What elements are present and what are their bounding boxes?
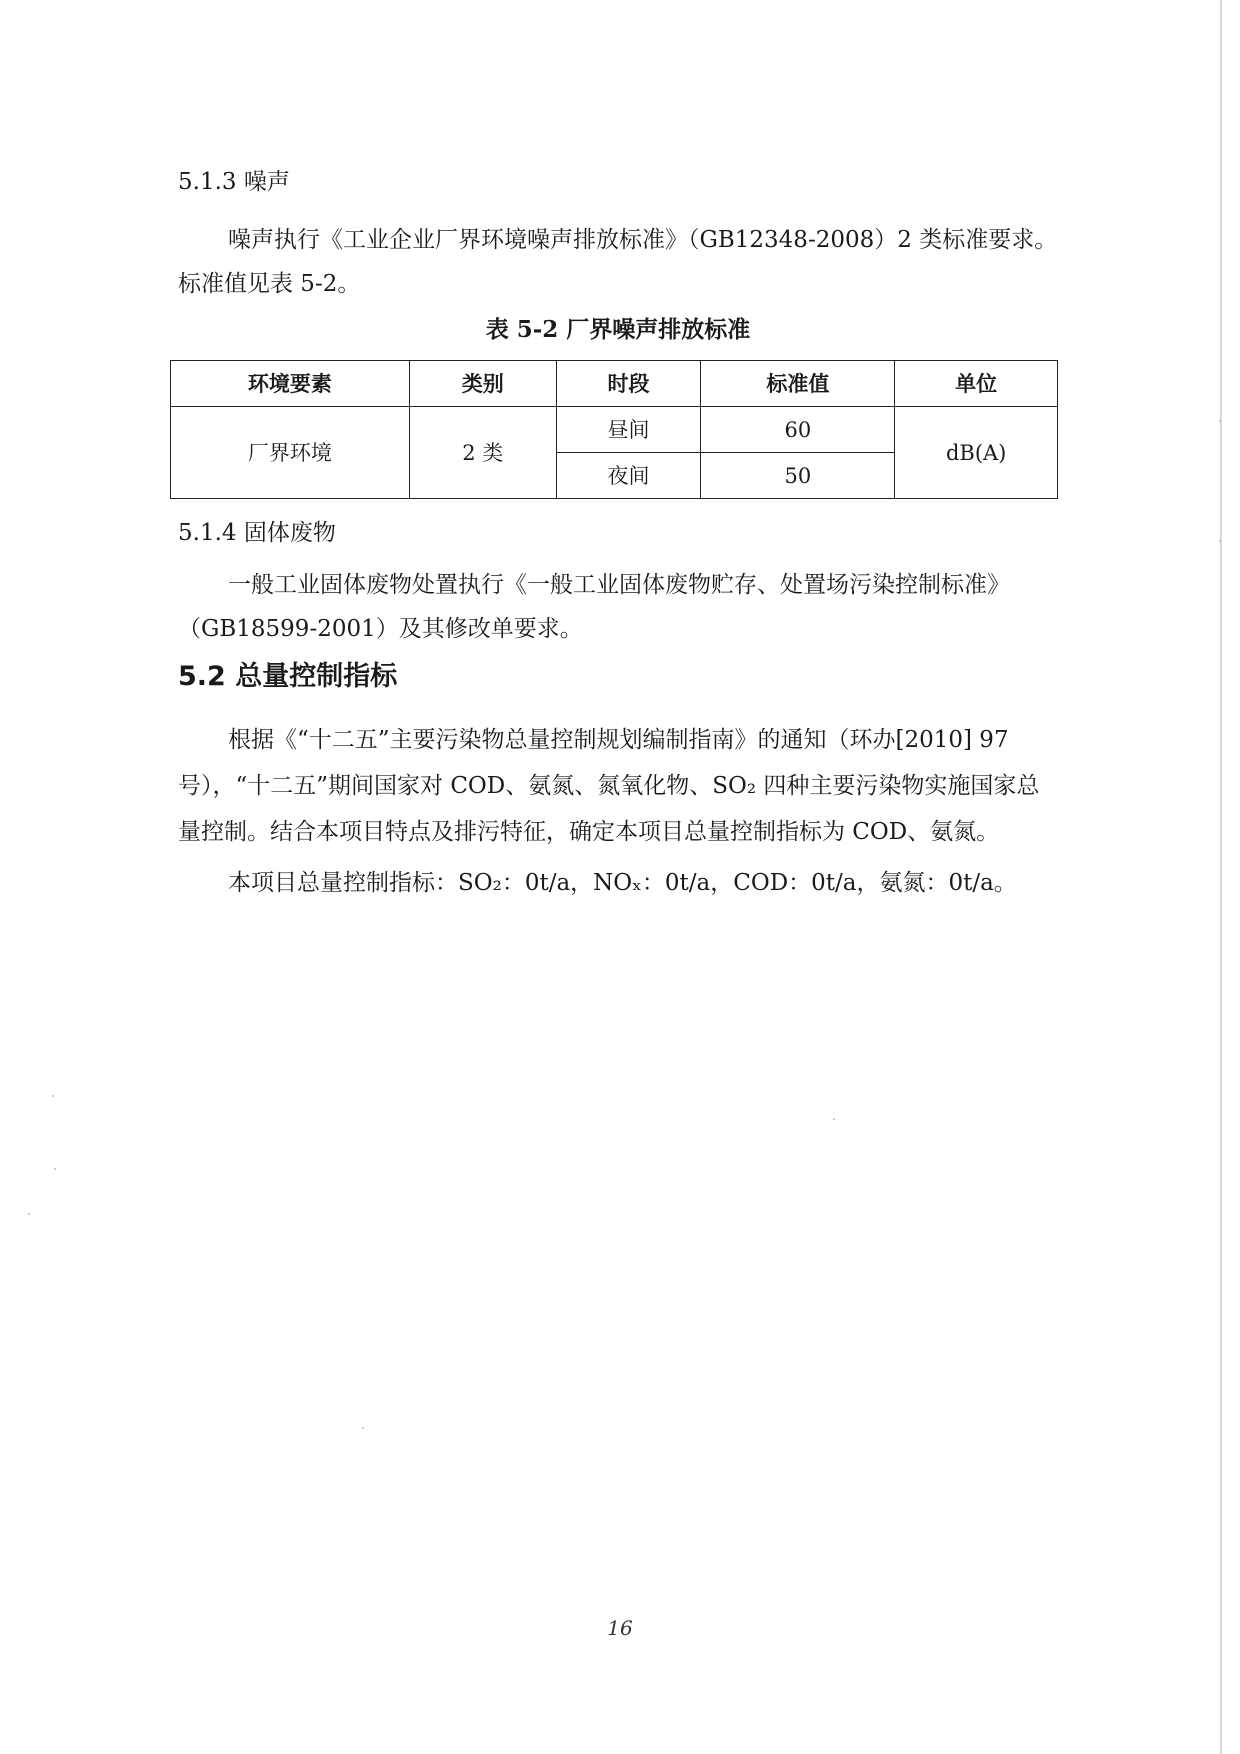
cell-period-day: 昼间 (556, 407, 701, 453)
cell-element: 厂界环境 (171, 407, 410, 499)
table-caption: 表 5-2 厂界噪声排放标准 (485, 316, 751, 343)
scan-speck (1219, 540, 1221, 542)
header-element: 环境要素 (171, 361, 410, 407)
noise-paragraph: 噪声执行《工业企业厂界环境噪声排放标准》（GB12348-2008）2 类标准要求。标准值见表 5-2。 (178, 227, 1058, 297)
page-number: 16 (607, 1616, 633, 1640)
noise-standard-table (170, 360, 1058, 499)
scan-speck (362, 1427, 364, 1429)
table-header-row (171, 361, 1058, 407)
scan-speck (833, 1118, 835, 1120)
heading-5-2: 5.2 总量控制指标 (178, 661, 398, 692)
page-content (178, 160, 1058, 905)
scan-speck (1219, 420, 1221, 422)
header-period: 时段 (556, 361, 701, 407)
solid-waste-paragraph: 一般工业固体废物处置执行《一般工业固体废物贮存、处置场污染控制标准》（GB18599-2001）及其修改单要求。 (178, 572, 1010, 642)
total-control-indicators: 本项目总量控制指标：SO₂：0t/a，NOₓ：0t/a，COD：0t/a，氨氮：0t/a。 (228, 870, 1017, 896)
cell-category: 2 类 (409, 407, 556, 499)
header-unit: 单位 (895, 361, 1058, 407)
scan-speck (54, 1168, 56, 1170)
cell-unit: dB(A) (895, 407, 1058, 499)
cell-value-night: 50 (701, 453, 895, 499)
header-value: 标准值 (701, 361, 895, 407)
table-row (171, 407, 1058, 453)
scan-speck (28, 1213, 30, 1215)
heading-5-1-4: 5.1.4 固体废物 (178, 520, 336, 546)
cell-period-night: 夜间 (556, 453, 701, 499)
total-control-paragraph: 根据《“十二五”主要污染物总量控制规划编制指南》的通知（环办[2010] 97 号），“十二五”期间国家对 COD、氨氮、氮氧化物、SO₂ 四种主要污染物实施国家总量控制。结合本项目特点及排污特征，确定本项目总量控制指标为 COD、氨氮。 (178, 727, 1040, 845)
cell-value-day: 60 (701, 407, 895, 453)
heading-5-1-3: 5.1.3 噪声 (178, 169, 290, 195)
scan-edge (1220, 0, 1222, 1754)
header-category: 类别 (409, 361, 556, 407)
scan-speck (52, 1095, 54, 1097)
